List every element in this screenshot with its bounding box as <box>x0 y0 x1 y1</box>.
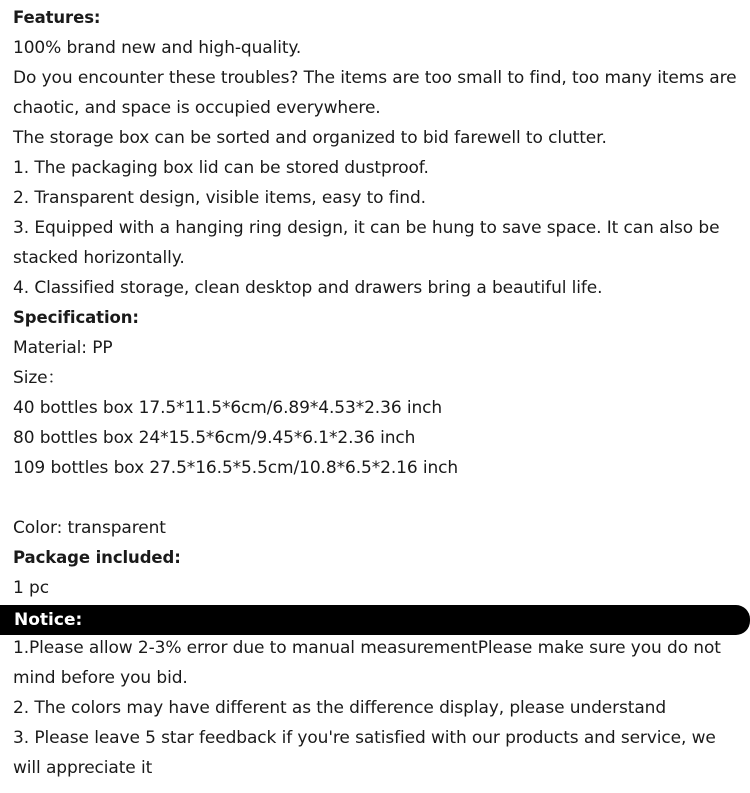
package-content: 1 pc <box>13 578 49 598</box>
feature-line: 3. Equipped with a hanging ring design, it can be hung to save space. It can also be stacked horizontally. <box>13 218 720 268</box>
feature-line: Do you encounter these troubles? The items are too small to find, too many items are chaotic, and space is occupied everywhere. <box>13 68 737 118</box>
notice-line: 3. Please leave 5 star feedback if you're satisfied with our products and service, we will appreciate it <box>13 728 716 778</box>
feature-line: 2. Transparent design, visible items, easy to find. <box>13 188 426 208</box>
notice-heading: Notice: <box>14 610 83 630</box>
package-heading: Package included: <box>13 548 181 567</box>
features-heading: Features: <box>13 8 101 27</box>
size-line: 40 bottles box 17.5*11.5*6cm/6.89*4.53*2.36 inch <box>13 398 443 418</box>
color-line: Color: transparent <box>13 518 166 538</box>
specification-heading: Specification: <box>13 308 139 327</box>
feature-line: 4. Classified storage, clean desktop and drawers bring a beautiful life. <box>13 278 603 298</box>
notice-banner <box>0 605 750 635</box>
material-line: Material: PP <box>13 338 113 358</box>
notice-line: 1.Please allow 2-3% error due to manual measurementPlease make sure you do not mind before you bid. <box>13 638 721 688</box>
size-line: 80 bottles box 24*15.5*6cm/9.45*6.1*2.36 inch <box>13 428 416 448</box>
feature-line: The storage box can be sorted and organized to bid farewell to clutter. <box>13 128 607 148</box>
notice-line: 2. The colors may have different as the difference display, please understand <box>13 698 667 718</box>
feature-line: 100% brand new and high-quality. <box>13 38 302 58</box>
feature-line: 1. The packaging box lid can be stored dustproof. <box>13 158 429 178</box>
size-label: Size： <box>13 368 65 388</box>
size-line: 109 bottles box 27.5*16.5*5.5cm/10.8*6.5*2.16 inch <box>13 458 459 478</box>
